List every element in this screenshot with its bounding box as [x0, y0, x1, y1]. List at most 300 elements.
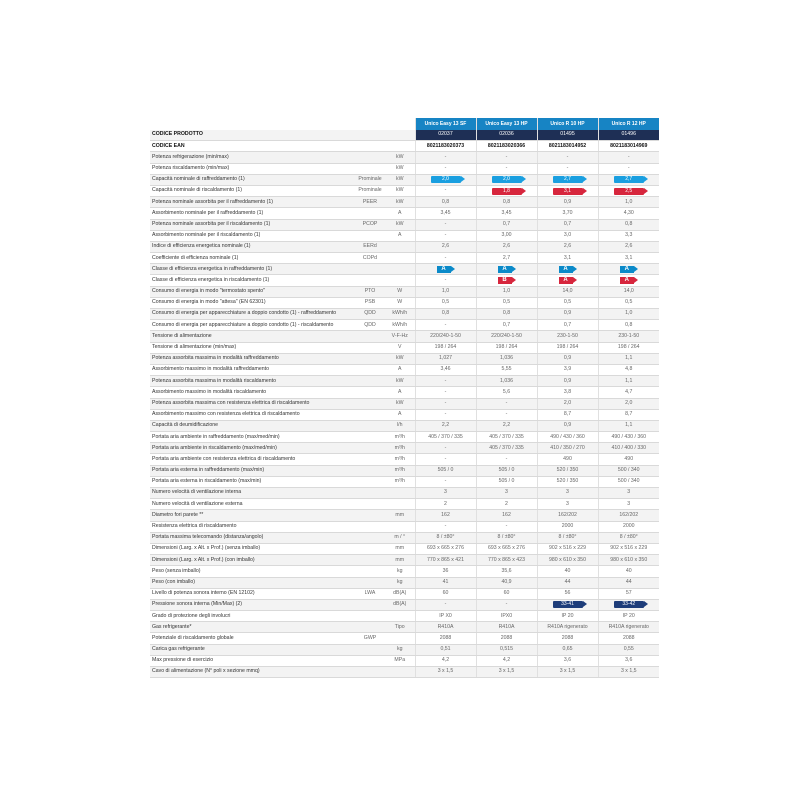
spec-value: R410A	[476, 622, 537, 633]
spec-row	[150, 152, 659, 163]
spec-row	[150, 275, 659, 286]
spec-row	[150, 577, 659, 588]
spec-row	[150, 387, 659, 398]
spec-value: 0,8	[415, 309, 476, 320]
spec-row	[150, 208, 659, 219]
spec-value: 8 / ±80°	[598, 532, 659, 543]
spec-row	[150, 241, 659, 252]
badge-value: 2,0	[442, 176, 449, 183]
spec-value: 230-1-50	[598, 331, 659, 342]
spec-row	[150, 532, 659, 543]
spec-value	[598, 185, 659, 196]
spec-label: Capacità di deumidificazione	[150, 420, 355, 431]
badge-value: 1,8	[503, 187, 510, 194]
spec-value: 8 / ±80°	[476, 532, 537, 543]
spec-symbol	[355, 521, 385, 532]
spec-value: 8,7	[598, 409, 659, 420]
spec-label: Classe di efficienza energetica in raffreddamento (1)	[150, 264, 355, 275]
cool-badge	[614, 176, 644, 183]
spec-value: -	[415, 219, 476, 230]
spec-value: 220/240-1-50	[476, 331, 537, 342]
spec-symbol	[355, 566, 385, 577]
spec-value: 198 / 264	[598, 342, 659, 353]
spec-value: 2,6	[598, 241, 659, 252]
spec-symbol	[355, 622, 385, 633]
spec-value: -	[415, 599, 476, 610]
spec-value	[476, 275, 537, 286]
badge-value: 33-42	[622, 601, 636, 608]
spec-label: Classe di efficienza energetica in riscaldamento (1)	[150, 275, 355, 286]
spec-symbol	[355, 443, 385, 454]
energy-class-badge	[437, 266, 451, 273]
spec-row	[150, 566, 659, 577]
spec-symbol	[355, 230, 385, 241]
spec-value: 3,45	[415, 208, 476, 219]
heat-badge	[492, 188, 522, 195]
ean-code-row	[150, 141, 659, 152]
spec-value: 3	[415, 488, 476, 499]
spec-value: 3 x 1,5	[537, 667, 598, 678]
energy-class-value: A	[563, 277, 568, 284]
spec-value: 3,70	[537, 208, 598, 219]
cool-badge	[492, 176, 522, 183]
spec-row	[150, 432, 659, 443]
spec-value: 490	[537, 454, 598, 465]
spec-value: 0,9	[537, 420, 598, 431]
spec-value: 500 / 340	[598, 465, 659, 476]
spec-value: 902 x 516 x 229	[537, 543, 598, 554]
spec-value: 2,0	[598, 398, 659, 409]
header-blank	[150, 118, 355, 130]
spec-row	[150, 297, 659, 308]
spec-value: 0,8	[476, 309, 537, 320]
spec-symbol	[355, 667, 385, 678]
spec-label: Pressione sonora interna (Min/Max) (2)	[150, 599, 355, 610]
spec-unit: W	[385, 286, 415, 297]
spec-label: Potenza assorbita massima con resistenza elettrica di riscaldamento	[150, 398, 355, 409]
spec-unit: kW	[385, 163, 415, 174]
spec-symbol	[355, 644, 385, 655]
spec-symbol	[355, 420, 385, 431]
spec-value	[537, 185, 598, 196]
spec-value	[598, 174, 659, 185]
spec-row	[150, 286, 659, 297]
spec-unit: kWh/h	[385, 309, 415, 320]
spec-symbol	[355, 264, 385, 275]
spec-unit	[385, 633, 415, 644]
spec-value: 980 x 610 x 350	[598, 555, 659, 566]
spec-value: 770 x 865 x 423	[476, 555, 537, 566]
spec-unit: kW	[385, 174, 415, 185]
spec-value: 0,5	[476, 297, 537, 308]
spec-value: 770 x 865 x 421	[415, 555, 476, 566]
spec-value: 8 / ±80°	[537, 532, 598, 543]
spec-value: 2088	[415, 633, 476, 644]
spec-value: 198 / 264	[415, 342, 476, 353]
spec-label: Max pressione di esercizio	[150, 655, 355, 666]
spec-value	[415, 174, 476, 185]
badge-value: 2,5	[625, 187, 633, 194]
spec-unit	[385, 667, 415, 678]
spec-value: 162/202	[598, 510, 659, 521]
spec-value: 162/202	[537, 510, 598, 521]
spec-row	[150, 543, 659, 554]
spec-value: -	[598, 163, 659, 174]
spec-label: Assorbimento massimo in modalità raffreddamento	[150, 364, 355, 375]
spec-unit	[385, 488, 415, 499]
spec-symbol: PEER	[355, 197, 385, 208]
spec-value: 230-1-50	[537, 331, 598, 342]
empty-cell	[355, 130, 385, 141]
spec-value: 0,7	[537, 219, 598, 230]
spec-symbol	[355, 488, 385, 499]
spec-value: IP 20	[598, 611, 659, 622]
spec-label: Potenza assorbita massima in modalità raffreddamento	[150, 353, 355, 364]
spec-symbol: PCOP	[355, 219, 385, 230]
energy-class-badge	[498, 277, 512, 284]
spec-value: -	[476, 152, 537, 163]
spec-value: -	[476, 398, 537, 409]
spec-value: 1,0	[476, 286, 537, 297]
spec-value	[598, 599, 659, 610]
spec-row	[150, 253, 659, 264]
spec-unit: A	[385, 364, 415, 375]
spec-row	[150, 185, 659, 196]
noise-badge	[614, 601, 644, 608]
spec-value: 198 / 264	[537, 342, 598, 353]
badge-value: 2,0	[503, 176, 510, 183]
spec-unit	[385, 264, 415, 275]
spec-symbol	[355, 275, 385, 286]
spec-value: 8,7	[537, 409, 598, 420]
spec-unit: kW	[385, 197, 415, 208]
spec-unit: mm	[385, 543, 415, 554]
spec-label: Dimensioni (Larg. x Alt. x Prof.) (senza imballo)	[150, 543, 355, 554]
spec-value: 490	[598, 454, 659, 465]
spec-label: Tensione di alimentazione (min/max)	[150, 342, 355, 353]
spec-row	[150, 465, 659, 476]
spec-row	[150, 667, 659, 678]
ean-code-value: 8021183014969	[598, 141, 659, 152]
spec-label: Portata aria ambiente in riscaldamento (max/med/min)	[150, 443, 355, 454]
energy-class-badge	[620, 277, 634, 284]
spec-row	[150, 443, 659, 454]
spec-label: Diametro fori parete **	[150, 510, 355, 521]
spec-value: 902 x 516 x 229	[598, 543, 659, 554]
spec-value: 0,515	[476, 644, 537, 655]
model-header-row	[150, 118, 659, 130]
spec-value: 405 / 370 / 335	[476, 443, 537, 454]
spec-label: Cavo di alimentazione (N° poli x sezione mmq)	[150, 667, 355, 678]
product-code-value: 02037	[415, 130, 476, 141]
spec-value: 0,65	[537, 644, 598, 655]
spec-symbol	[355, 208, 385, 219]
spec-label: Assorbimento nominale per il riscaldamento (1)	[150, 230, 355, 241]
spec-value: -	[476, 454, 537, 465]
spec-value: 1,0	[598, 197, 659, 208]
spec-value: 40	[537, 566, 598, 577]
spec-row	[150, 197, 659, 208]
spec-label: Potenza nominale assorbita per il raffreddamento (1)	[150, 197, 355, 208]
spec-unit: kWh/h	[385, 320, 415, 331]
energy-class-value: A	[502, 265, 507, 272]
spec-value: 505 / 0	[415, 465, 476, 476]
spec-label: Numero velocità di ventilazione interna	[150, 488, 355, 499]
spec-row	[150, 622, 659, 633]
spec-unit: kW	[385, 219, 415, 230]
spec-row	[150, 499, 659, 510]
spec-value: 3,1	[598, 253, 659, 264]
spec-value: 3	[476, 488, 537, 499]
spec-label: Assorbimento nominale per il raffreddamento (1)	[150, 208, 355, 219]
spec-value: 0,7	[476, 219, 537, 230]
spec-label: Resistenza elettrica di riscaldamento	[150, 521, 355, 532]
spec-value: 693 x 665 x 276	[415, 543, 476, 554]
spec-value: 2088	[476, 633, 537, 644]
spec-label: Grado di protezione degli involucri	[150, 611, 355, 622]
spec-value: -	[415, 521, 476, 532]
product-code-value: 01495	[537, 130, 598, 141]
spec-label: Consumo di energia per apparecchiature a doppio condotto (1) - raffreddamento	[150, 309, 355, 320]
energy-class-value: A	[563, 265, 568, 272]
spec-label: Portata massima telecomando (distanza/angolo)	[150, 532, 355, 543]
spec-label: Tensione di alimentazione	[150, 331, 355, 342]
energy-class-badge	[559, 277, 573, 284]
spec-value: -	[415, 409, 476, 420]
spec-row	[150, 264, 659, 275]
spec-value: 3,3	[598, 230, 659, 241]
spec-unit: mm	[385, 555, 415, 566]
spec-value: 3 x 1,5	[476, 667, 537, 678]
spec-unit: kW	[385, 185, 415, 196]
spec-unit: W	[385, 297, 415, 308]
spec-label: Portata aria esterna in raffreddamento (max/min)	[150, 465, 355, 476]
spec-value: 44	[598, 577, 659, 588]
spec-value: 0,7	[537, 320, 598, 331]
spec-row	[150, 599, 659, 610]
spec-symbol	[355, 577, 385, 588]
spec-symbol: GWP	[355, 633, 385, 644]
spec-value: 0,9	[537, 197, 598, 208]
heat-badge	[553, 188, 583, 195]
spec-value: 505 / 0	[476, 476, 537, 487]
spec-label: Capacità nominale di riscaldamento (1)	[150, 185, 355, 196]
spec-value: 0,8	[598, 320, 659, 331]
spec-value: 520 / 350	[537, 465, 598, 476]
spec-value: -	[415, 320, 476, 331]
spec-unit: m³/h	[385, 443, 415, 454]
spec-row	[150, 409, 659, 420]
spec-value: 198 / 264	[476, 342, 537, 353]
spec-unit: kg	[385, 566, 415, 577]
spec-symbol	[355, 398, 385, 409]
spec-row	[150, 521, 659, 532]
spec-label: Potenza nominale assorbita per il riscaldamento (1)	[150, 219, 355, 230]
spec-label: Consumo di energia per apparecchiature a doppio condotto (1) - riscaldamento	[150, 320, 355, 331]
noise-badge	[553, 601, 583, 608]
spec-row	[150, 488, 659, 499]
spec-value: -	[598, 152, 659, 163]
energy-class-value: B	[502, 277, 507, 284]
empty-cell	[385, 130, 415, 141]
energy-class-value: A	[624, 265, 629, 272]
spec-value: 490 / 430 / 360	[537, 432, 598, 443]
spec-value: 0,9	[537, 353, 598, 364]
badge-value: 2,7	[564, 176, 571, 183]
spec-value: 693 x 665 x 276	[476, 543, 537, 554]
spec-value: 410 / 350 / 270	[537, 443, 598, 454]
spec-unit	[385, 253, 415, 264]
spec-value: 220/240-1-50	[415, 331, 476, 342]
spec-value: 5,6	[476, 387, 537, 398]
energy-class-value: A	[441, 265, 446, 272]
spec-symbol	[355, 476, 385, 487]
spec-symbol	[355, 599, 385, 610]
spec-value: R410A rigenerato	[598, 622, 659, 633]
spec-value: 2000	[537, 521, 598, 532]
spec-value: 5,55	[476, 364, 537, 375]
ean-code-label: CODICE EAN	[150, 141, 355, 152]
spec-value: -	[415, 230, 476, 241]
spec-label: Potenza assorbita massima in modalità riscaldamento	[150, 376, 355, 387]
spec-value: 4,8	[598, 364, 659, 375]
spec-label: Indice di efficienza energetica nominale (1)	[150, 241, 355, 252]
spec-unit: V	[385, 342, 415, 353]
spec-value: -	[415, 376, 476, 387]
spec-table	[150, 118, 659, 678]
spec-value: 3,0	[537, 230, 598, 241]
spec-unit: m / °	[385, 532, 415, 543]
spec-value: -	[415, 152, 476, 163]
spec-label: Portata aria ambiente in raffreddamento (max/med/min)	[150, 432, 355, 443]
spec-value: -	[415, 443, 476, 454]
spec-value: 4,2	[415, 655, 476, 666]
spec-value	[476, 174, 537, 185]
spec-value: 3,9	[537, 364, 598, 375]
spec-value: 14,0	[537, 286, 598, 297]
spec-value: 1,036	[476, 376, 537, 387]
spec-symbol	[355, 510, 385, 521]
spec-symbol: COPd	[355, 253, 385, 264]
energy-class-badge	[559, 266, 573, 273]
spec-value: 8 / ±80°	[415, 532, 476, 543]
spec-unit: dB(A)	[385, 599, 415, 610]
spec-value: 0,5	[415, 297, 476, 308]
spec-unit: m³/h	[385, 454, 415, 465]
spec-row	[150, 588, 659, 599]
spec-value: -	[415, 476, 476, 487]
spec-unit: m³/h	[385, 465, 415, 476]
energy-class-value: A	[624, 277, 629, 284]
spec-value: -	[476, 521, 537, 532]
spec-unit: kW	[385, 353, 415, 364]
spec-value	[537, 264, 598, 275]
spec-row	[150, 398, 659, 409]
spec-value: -	[415, 454, 476, 465]
spec-symbol	[355, 532, 385, 543]
spec-label: Capacità nominale di raffreddamento (1)	[150, 174, 355, 185]
spec-row	[150, 342, 659, 353]
spec-symbol	[355, 611, 385, 622]
spec-value: -	[415, 163, 476, 174]
spec-unit: V-F-Hz	[385, 331, 415, 342]
spec-row	[150, 655, 659, 666]
spec-value	[537, 174, 598, 185]
spec-label: Portata aria esterna in riscaldamento (max/min)	[150, 476, 355, 487]
spec-value: 3 x 1,5	[415, 667, 476, 678]
spec-value: 3	[598, 499, 659, 510]
spec-symbol	[355, 555, 385, 566]
spec-value: 4,7	[598, 387, 659, 398]
spec-value: -	[476, 409, 537, 420]
spec-symbol	[355, 432, 385, 443]
spec-value: 41	[415, 577, 476, 588]
spec-symbol	[355, 387, 385, 398]
spec-unit: m³/h	[385, 432, 415, 443]
spec-unit: A	[385, 208, 415, 219]
spec-unit: dB(A)	[385, 588, 415, 599]
spec-value: 500 / 340	[598, 476, 659, 487]
spec-value: 0,7	[476, 320, 537, 331]
spec-symbol: QDD	[355, 309, 385, 320]
spec-unit: kW	[385, 398, 415, 409]
spec-unit: kg	[385, 577, 415, 588]
spec-unit: kg	[385, 644, 415, 655]
spec-value: 4,30	[598, 208, 659, 219]
spec-value: 3,6	[537, 655, 598, 666]
spec-value: 35,6	[476, 566, 537, 577]
spec-value: 1,027	[415, 353, 476, 364]
model-name: Unico R 12 HP	[598, 118, 659, 130]
spec-value: 980 x 610 x 350	[537, 555, 598, 566]
spec-value: -	[476, 163, 537, 174]
spec-row	[150, 331, 659, 342]
spec-value: IP 20	[537, 611, 598, 622]
spec-value: 3	[537, 488, 598, 499]
spec-label: Peso (con imballo)	[150, 577, 355, 588]
header-blank	[385, 118, 415, 130]
spec-unit: A	[385, 387, 415, 398]
spec-value: 2000	[598, 521, 659, 532]
product-code-label: CODICE PRODOTTO	[150, 130, 355, 141]
spec-row	[150, 219, 659, 230]
badge-value: 2,7	[625, 176, 633, 183]
spec-value	[598, 275, 659, 286]
spec-row	[150, 555, 659, 566]
spec-unit	[385, 521, 415, 532]
spec-value	[598, 264, 659, 275]
spec-symbol	[355, 152, 385, 163]
spec-row	[150, 163, 659, 174]
spec-value: 2,6	[415, 241, 476, 252]
spec-value: 2	[415, 499, 476, 510]
spec-value: 405 / 370 / 335	[415, 432, 476, 443]
spec-value: 0,51	[415, 644, 476, 655]
spec-unit: kW	[385, 376, 415, 387]
product-code-row	[150, 130, 659, 141]
spec-symbol	[355, 353, 385, 364]
spec-symbol	[355, 409, 385, 420]
spec-label: Dimensioni (Larg. x Alt. x Prof.) (con imballo)	[150, 555, 355, 566]
badge-value: 33-41	[561, 601, 574, 608]
energy-class-badge	[620, 266, 634, 273]
spec-value: 0,5	[598, 297, 659, 308]
spec-value: -	[415, 185, 476, 196]
spec-value: 40	[598, 566, 659, 577]
spec-label: Potenza refrigerazione (min/max)	[150, 152, 355, 163]
model-name: Unico Easy 13 HP	[476, 118, 537, 130]
spec-row	[150, 633, 659, 644]
